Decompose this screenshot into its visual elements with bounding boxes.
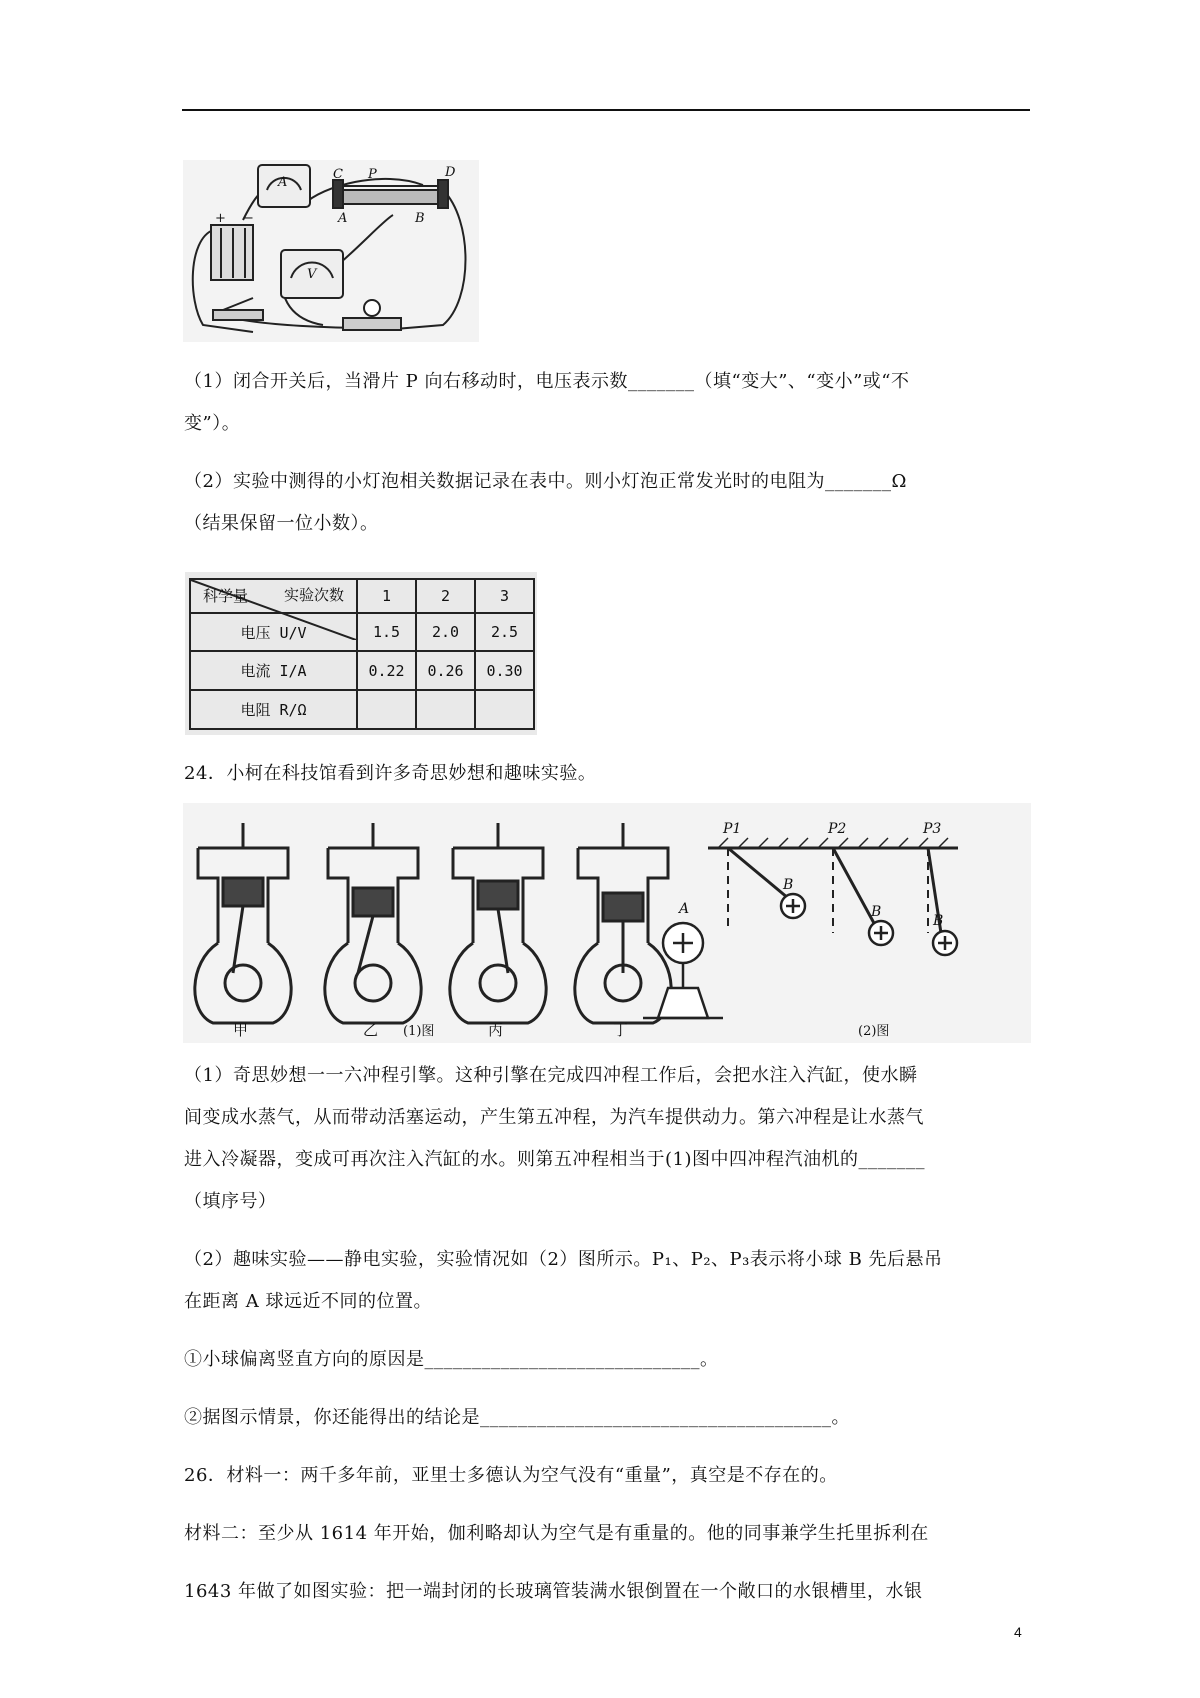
- fig2-caption: (2)图: [858, 1024, 890, 1039]
- header-cell: 2: [416, 579, 475, 613]
- corner-top-label: 实验次数: [283, 586, 344, 604]
- table-cell: [475, 690, 534, 729]
- engine-label-bing: 丙: [488, 1021, 504, 1039]
- engine-electrostatic-figure: [183, 803, 1031, 1043]
- fig1-caption: (1)图: [403, 1024, 435, 1039]
- terminal-a: A: [338, 211, 348, 226]
- header-cell: 1: [357, 579, 416, 613]
- q24-part2-line1: （2）趣味实验——静电实验，实验情况如（2）图所示。P₁、P₂、P₃表示将小球 B 先后悬吊: [184, 1249, 943, 1270]
- q24-part1-line2: 间变成水蒸气，从而带动活塞运动，产生第五冲程，为汽车提供动力。第六冲程是让水蒸气: [184, 1107, 924, 1128]
- terminal-b: B: [415, 211, 425, 226]
- q24-title: 24．小柯在科技馆看到许多奇思妙想和趣味实验。: [184, 763, 597, 784]
- q24-part1-line1: （1）奇思妙想一一六冲程引擎。这种引擎在完成四冲程工作后，会把水注入汽缸，使水瞬: [184, 1065, 918, 1086]
- ball-b-series: [781, 894, 957, 955]
- table-cell: 0.22: [357, 651, 416, 690]
- ball-a-label: A: [679, 901, 690, 917]
- q24-part2-line2: 在距离 A 球远近不同的位置。: [184, 1291, 432, 1312]
- engine-label-jia: 甲: [233, 1021, 249, 1039]
- q26-line3: 1643 年做了如图实验：把一端封闭的长玻璃管装满水银倒置在一个敞口的水银槽里，水银: [184, 1581, 923, 1602]
- q23-part1-line1: （1）闭合开关后，当滑片 P 向右移动时，电压表示数_______（填“变大”、“变小”或“不: [184, 371, 910, 392]
- q24-part1-line3: 进入冷凝器，变成可再次注入汽缸的水。则第五冲程相当于(1)图中四冲程汽油机的_______: [184, 1149, 925, 1170]
- header-rule: [182, 109, 1030, 111]
- q26-line1: 26．材料一：两千多年前，亚里士多德认为空气没有“重量”，真空是不存在的。: [184, 1465, 838, 1486]
- q23-part2-line1: （2）实验中测得的小灯泡相关数据记录在表中。则小灯泡正常发光时的电阻为_______Ω: [184, 471, 907, 492]
- table-corner-cell: [190, 579, 357, 613]
- table-row: [190, 690, 534, 729]
- table-cell: 0.26: [416, 651, 475, 690]
- table-cell: [357, 690, 416, 729]
- q24-question-a: ①小球偏离竖直方向的原因是_____________________________。: [184, 1349, 719, 1370]
- q24-question-b: ②据图示情景，你还能得出的结论是_____________________________________。: [184, 1407, 850, 1428]
- q24-part1-line4: （填序号）: [184, 1191, 277, 1212]
- page-number: 4: [1014, 1624, 1022, 1640]
- corner-bottom-label: 科学量: [203, 586, 249, 605]
- engine-diagrams: [195, 823, 671, 1023]
- support-bar: [708, 838, 958, 933]
- table-cell: 0.30: [475, 651, 534, 690]
- ball-b-label: B: [871, 904, 882, 920]
- pivot-p3-label: P3: [923, 821, 942, 837]
- row-label: 电阻 R/Ω: [190, 690, 357, 729]
- engine-label-yi: 乙: [363, 1021, 379, 1039]
- q26-line2: 材料二：至少从 1614 年开始，伽利略却认为空气是有重量的。他的同事兼学生托里拆利在: [184, 1523, 929, 1544]
- ball-b-label: B: [783, 877, 794, 893]
- battery-plus: +: [215, 211, 226, 226]
- battery-minus: −: [243, 211, 254, 226]
- ammeter-label: A: [278, 175, 288, 190]
- terminal-d: D: [445, 165, 456, 180]
- engine-label-ding: 丁: [613, 1021, 629, 1039]
- terminal-c: C: [333, 167, 343, 182]
- voltmeter-label: V: [307, 267, 317, 282]
- ball-b-label: B: [933, 913, 944, 929]
- table-cell: 2.5: [475, 613, 534, 652]
- q23-part2-line2: （结果保留一位小数）。: [184, 513, 379, 534]
- ball-a: [643, 923, 723, 1018]
- table-cell: 1.5: [357, 613, 416, 652]
- row-label: 电压 U/V: [190, 613, 357, 652]
- table-cell: 2.0: [416, 613, 475, 652]
- terminal-p: P: [368, 167, 377, 182]
- circuit-figure: [183, 160, 479, 342]
- row-label: 电流 I/A: [190, 651, 357, 690]
- pivot-p2-label: P2: [828, 821, 847, 837]
- pivot-p1-label: P1: [723, 821, 742, 837]
- table-cell: [416, 690, 475, 729]
- q23-part1-line2: 变”）。: [184, 413, 241, 434]
- data-table-figure: [185, 572, 537, 735]
- header-cell: 3: [475, 579, 534, 613]
- data-table: [189, 578, 535, 730]
- table-row: [190, 651, 534, 690]
